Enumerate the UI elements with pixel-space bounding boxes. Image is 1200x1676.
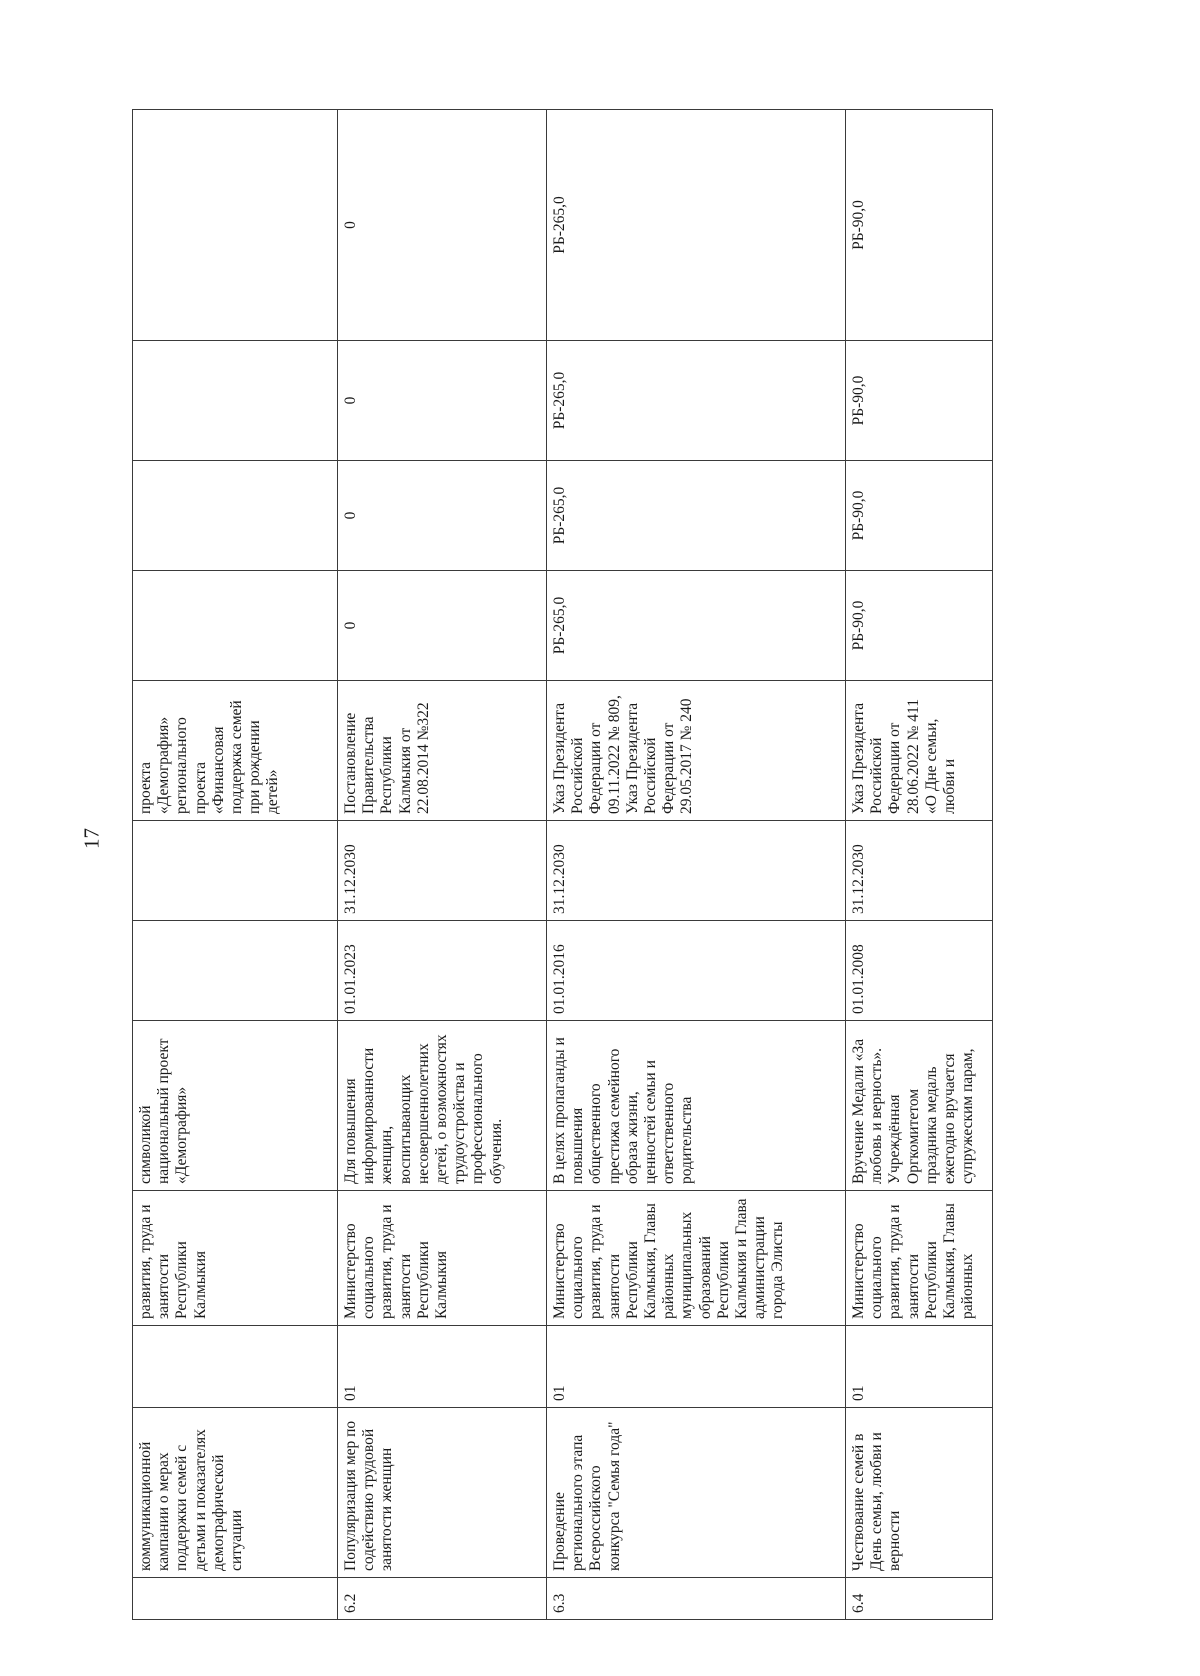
start-date-cell: 01.01.2016 — [547, 921, 846, 1021]
funding-cell: РБ-265,0 — [547, 341, 846, 461]
funding-cell: РБ-90,0 — [846, 110, 993, 341]
funding-cell: 0 — [338, 571, 547, 681]
code-cell: 01 — [547, 1326, 846, 1408]
measure-name-cell: коммуникационной кампании о мерах поддержки семей с детьми и показателях демографической ситуации — [133, 1408, 338, 1578]
legal-basis-cell: Указ Президента Российской Федерации от 09.11.2022 № 809, Указ Президента Российской Федерации от 29.05.2017 № 240 — [547, 681, 846, 821]
end-date-cell — [133, 821, 338, 921]
funding-cell: РБ-90,0 — [846, 571, 993, 681]
funding-cell — [133, 571, 338, 681]
measure-name-cell: Популяризация мер по содействию трудовой занятости женщин — [338, 1408, 547, 1578]
table-row — [547, 110, 846, 1620]
end-date-cell: 31.12.2030 — [846, 821, 993, 921]
executor-cell: Министерство социального развития, труда и занятости Республики Калмыкия, Главы районных — [846, 1191, 993, 1326]
table-row — [133, 110, 338, 1620]
executor-cell: Министерство социального развития, труда и занятости Республики Калмыкия — [338, 1191, 547, 1326]
code-cell: 01 — [846, 1326, 993, 1408]
start-date-cell: 01.01.2023 — [338, 921, 547, 1021]
funding-cell — [133, 461, 338, 571]
page-number: 17 — [79, 828, 104, 849]
row-number-cell: 6.3 — [547, 1578, 846, 1620]
legal-basis-cell: Указ Президента Российской Федерации от 28.06.2022 № 411 «О Дне семьи, любви и — [846, 681, 993, 821]
executor-cell: Министерство социального развития, труда и занятости Республики Калмыкия, Главы районных муниципальных образований Республики Калмыкия и Глава администрации города Элисты — [547, 1191, 846, 1326]
start-date-cell — [133, 921, 338, 1021]
start-date-cell: 01.01.2008 — [846, 921, 993, 1021]
measure-name-cell: Чествование семей в День семьи, любви и верности — [846, 1408, 993, 1578]
row-number-cell: 6.4 — [846, 1578, 993, 1620]
description-cell: В целях пропаганды и повышения общественного престижа семейного образа жизни, ценностей семьи и ответственного родительства — [547, 1021, 846, 1191]
measures-table — [132, 109, 993, 1620]
legal-basis-cell: проекта «Демография» регионального проекта «Финансовая поддержка семей при рождении детей» — [133, 681, 338, 821]
code-cell: 01 — [338, 1326, 547, 1408]
description-cell: символикой национальный проект «Демография» — [133, 1021, 338, 1191]
funding-cell — [133, 110, 338, 341]
row-number-cell — [133, 1578, 338, 1620]
funding-cell: 0 — [338, 461, 547, 571]
row-number-cell: 6.2 — [338, 1578, 547, 1620]
funding-cell: РБ-90,0 — [846, 461, 993, 571]
rotated-page-content — [132, 110, 1032, 1620]
legal-basis-cell: Постановление Правительства Республики Калмыкия от 22.08.2014 №322 — [338, 681, 547, 821]
funding-cell: РБ-265,0 — [547, 571, 846, 681]
end-date-cell: 31.12.2030 — [547, 821, 846, 921]
code-cell — [133, 1326, 338, 1408]
funding-cell: 0 — [338, 110, 547, 341]
measure-name-cell: Проведение регионального этапа Всероссийского конкурса "Семья года" — [547, 1408, 846, 1578]
funding-cell: 0 — [338, 341, 547, 461]
end-date-cell: 31.12.2030 — [338, 821, 547, 921]
table-row — [846, 110, 993, 1620]
executor-cell: развития, труда и занятости Республики Калмыкия — [133, 1191, 338, 1326]
description-cell: Для повышения информированности женщин, воспитывающих несовершеннолетних детей, о возможностях трудоустройства и профессионального обучения. — [338, 1021, 547, 1191]
table-row — [338, 110, 547, 1620]
funding-cell: РБ-265,0 — [547, 461, 846, 571]
funding-cell: РБ-90,0 — [846, 341, 993, 461]
funding-cell — [133, 341, 338, 461]
description-cell: Вручение Медали «За любовь и верность». Учреждённая Оргкомитетом праздника медаль ежегодно вручается супружеским парам, — [846, 1021, 993, 1191]
funding-cell: РБ-265,0 — [547, 110, 846, 341]
